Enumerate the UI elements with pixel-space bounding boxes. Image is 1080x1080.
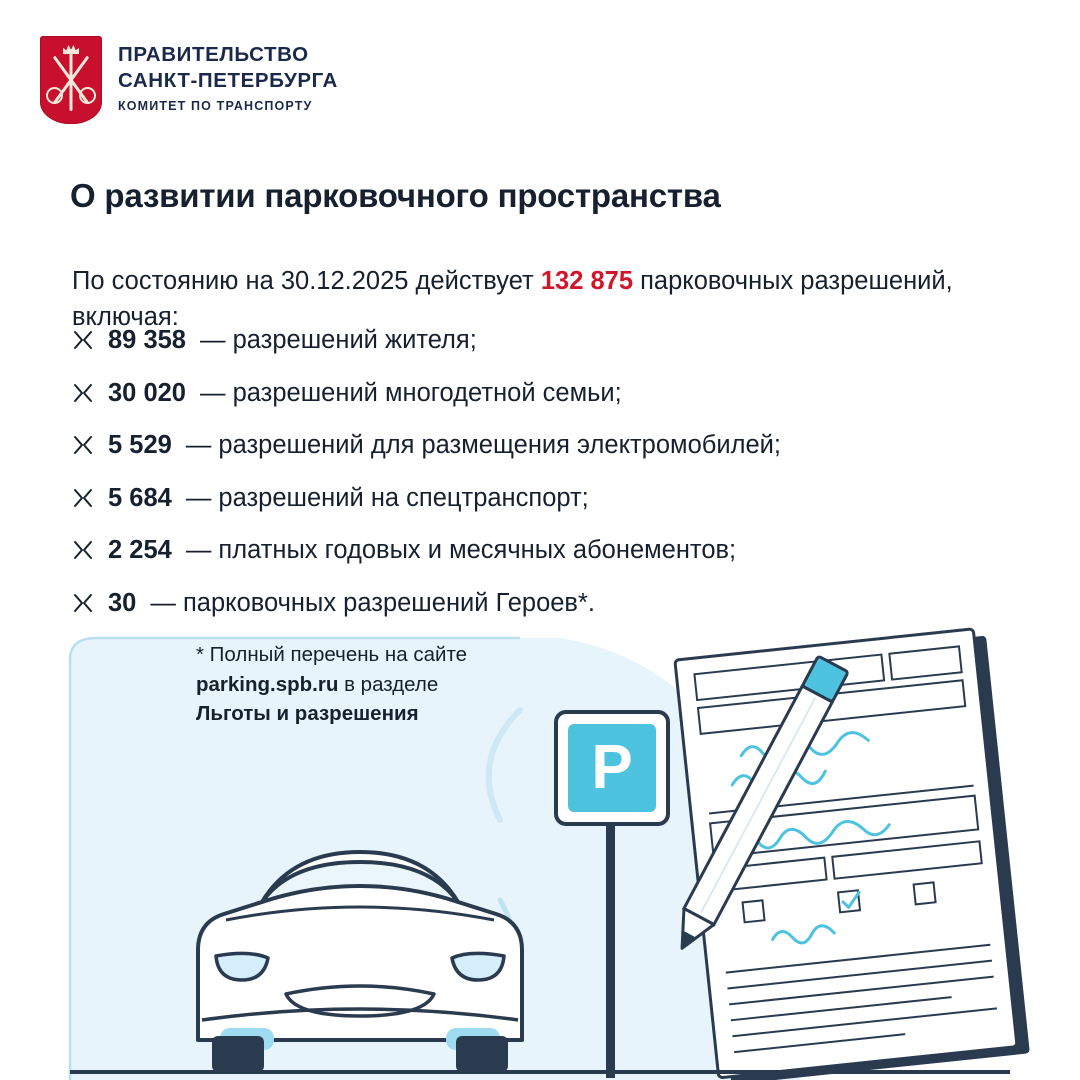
cross-bullet-icon — [72, 434, 94, 456]
cross-bullet-icon — [72, 382, 94, 404]
permits-total-count: 132 875 — [540, 266, 634, 295]
list-item — [72, 325, 1032, 356]
intro-before: По состоянию на 30.12.2025 действует — [72, 266, 541, 295]
footnote-line-1: * Полный перечень на сайте — [196, 643, 468, 666]
list-item-text: — парковочных разрешений Героев*. — [150, 588, 595, 617]
list-item — [72, 535, 1032, 566]
list-item-text: — разрешений для размещения электромобилей; — [185, 431, 782, 460]
header-logo-block — [40, 36, 338, 124]
org-line-1: ПРАВИТЕЛЬСТВО — [118, 43, 309, 66]
page-title: О развитии парковочного пространства — [70, 177, 721, 215]
list-item-text: — разрешений жителя; — [200, 326, 477, 354]
list-item — [72, 483, 1032, 514]
cross-bullet-icon — [72, 592, 94, 614]
cross-bullet-icon — [72, 329, 94, 351]
list-item — [72, 588, 1032, 619]
list-item-text: — разрешений многодетной семьи; — [200, 378, 622, 407]
list-item-number: 30 — [108, 588, 137, 617]
wordmark — [118, 36, 338, 113]
org-line-3: КОМИТЕТ ПО ТРАНСПОРТУ — [118, 99, 313, 114]
footnote-line-2-rest: в разделе — [338, 672, 439, 696]
list-item-number: 89 358 — [108, 326, 186, 354]
footnote-section-name: Льготы и разрешения — [196, 702, 419, 726]
list-item-text: — платных годовых и месячных абонементов; — [185, 536, 737, 565]
footnote-site-link[interactable]: parking.spb.ru — [196, 672, 339, 696]
illustration — [0, 620, 1080, 1080]
svg-text:P: P — [591, 733, 633, 802]
cross-bullet-icon — [72, 539, 94, 561]
list-item-number: 2 254 — [108, 536, 172, 565]
list-item-number: 30 020 — [108, 378, 186, 407]
org-line-2: САНКТ-ПЕТЕРБУРГА — [118, 69, 338, 93]
footnote — [196, 640, 467, 729]
list-item-text: — разрешений на спецтранспорт; — [185, 483, 589, 512]
list-item — [72, 378, 1032, 409]
list-item-number: 5 684 — [108, 483, 172, 512]
list-item — [72, 430, 1032, 461]
cross-bullet-icon — [72, 487, 94, 509]
permits-list — [72, 325, 1032, 641]
intro-after: парковочных разрешений, включая: — [72, 266, 953, 331]
spb-coat-of-arms-icon — [40, 36, 102, 124]
list-item-number: 5 529 — [108, 431, 172, 460]
footnote-line-2 — [196, 670, 467, 700]
